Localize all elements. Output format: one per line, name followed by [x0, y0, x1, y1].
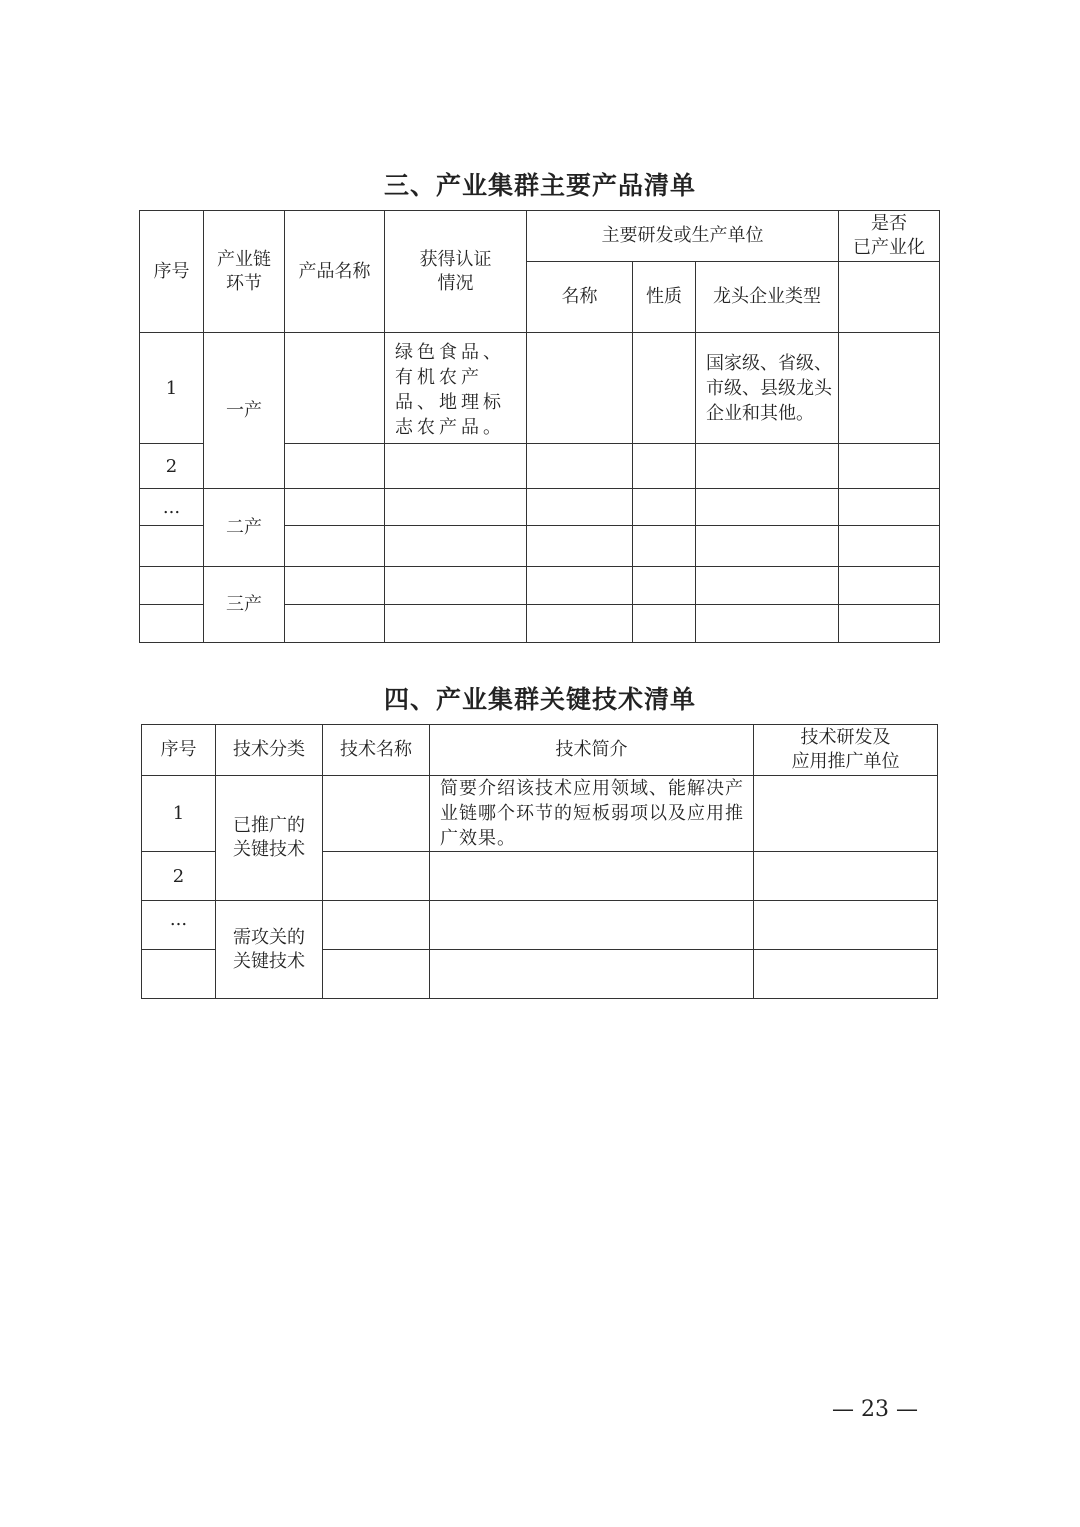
chain-tertiary: 三产 [204, 567, 285, 643]
table-cell [527, 605, 633, 643]
intro-note: 简要介绍该技术应用领域、能解决产业链哪个环节的短板弱项以及应用推广效果。 [430, 776, 754, 852]
table-cell [839, 333, 940, 444]
section4-title: 四、产业集群关键技术清单 [383, 685, 696, 714]
table-cell [527, 489, 633, 526]
table-cell [323, 852, 430, 901]
table-cell [385, 526, 527, 567]
table-cell [323, 901, 430, 950]
table-cell [430, 950, 754, 999]
table-cell [696, 526, 839, 567]
table-cell [754, 950, 938, 999]
table-cell [633, 489, 696, 526]
header-seq: 序号 [140, 211, 204, 333]
table-cell [140, 567, 204, 605]
header-category: 技术分类 [216, 725, 323, 776]
table-cell [696, 605, 839, 643]
row-seq-1: 1 [140, 333, 204, 444]
table-cell [142, 950, 216, 999]
table-cell [385, 567, 527, 605]
header-certification: 获得认证 情况 [385, 211, 527, 333]
table-cell [839, 444, 940, 489]
table-cell [385, 489, 527, 526]
header-tech-name: 技术名称 [323, 725, 430, 776]
table-cell [839, 567, 940, 605]
header-unit: 技术研发及 应用推广单位 [754, 725, 938, 776]
table-cell [385, 605, 527, 643]
table-cell [633, 444, 696, 489]
table-cell [285, 489, 385, 526]
header-intro: 技术简介 [430, 725, 754, 776]
header-leader-type: 龙头企业类型 [696, 262, 839, 333]
technologies-table [141, 724, 938, 999]
table-cell [140, 526, 204, 567]
table-cell [696, 489, 839, 526]
table-cell [323, 776, 430, 852]
table-cell [527, 526, 633, 567]
row-seq-1: 1 [142, 776, 216, 852]
category-promoted: 已推广的 关键技术 [216, 776, 323, 901]
table-cell [839, 489, 940, 526]
leader-type-note: 国家级、省级、市级、县级龙头企业和其他。 [696, 333, 839, 444]
page-number: — 23 — [832, 1397, 918, 1422]
table-cell [385, 444, 527, 489]
table-cell [527, 444, 633, 489]
table-cell [696, 444, 839, 489]
products-table [139, 210, 940, 643]
table-cell [285, 333, 385, 444]
table-cell [839, 526, 940, 567]
table-cell [754, 776, 938, 852]
chain-primary: 一产 [204, 333, 285, 489]
table-cell [527, 333, 633, 444]
table-cell [633, 333, 696, 444]
table-cell [754, 901, 938, 950]
row-seq-2: 2 [142, 852, 216, 901]
header-industrialized: 是否 已产业化 [839, 211, 940, 262]
header-producer-nature: 性质 [633, 262, 696, 333]
table-cell [633, 567, 696, 605]
row-seq-ellipsis: ... [142, 901, 216, 950]
row-seq-ellipsis: ... [140, 489, 204, 526]
category-needed: 需攻关的 关键技术 [216, 901, 323, 999]
table-cell [527, 567, 633, 605]
row-seq-2: 2 [140, 444, 204, 489]
table-cell [285, 567, 385, 605]
table-cell [633, 526, 696, 567]
table-cell [430, 852, 754, 901]
table-cell [285, 444, 385, 489]
chain-secondary: 二产 [204, 489, 285, 567]
table-cell [323, 950, 430, 999]
header-blank-cell [839, 262, 940, 333]
table-cell [839, 605, 940, 643]
header-product-name: 产品名称 [285, 211, 385, 333]
header-seq: 序号 [142, 725, 216, 776]
table-cell [696, 567, 839, 605]
certification-note: 绿色食品、有机农产品、地理标志农产品。 [385, 333, 527, 444]
header-producer-group: 主要研发或生产单位 [527, 211, 839, 262]
section3-title: 三、产业集群主要产品清单 [383, 171, 696, 200]
table-cell [140, 605, 204, 643]
table-cell [285, 526, 385, 567]
header-chain-link: 产业链 环节 [204, 211, 285, 333]
table-cell [754, 852, 938, 901]
table-cell [633, 605, 696, 643]
table-cell [285, 605, 385, 643]
table-cell [430, 901, 754, 950]
header-producer-name: 名称 [527, 262, 633, 333]
